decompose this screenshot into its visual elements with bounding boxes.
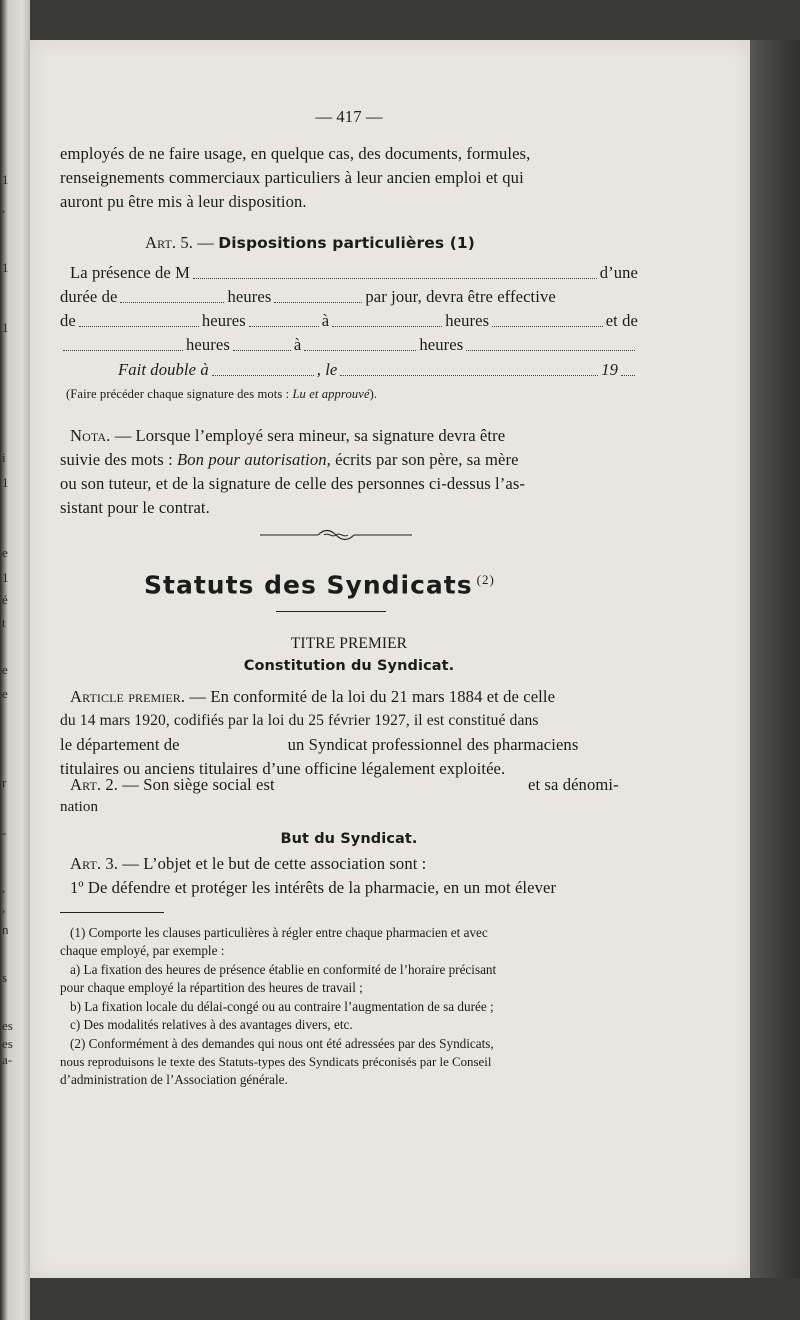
article-5-heading bbox=[145, 232, 645, 254]
article-label: Art. 2. bbox=[70, 775, 119, 794]
but-heading: But du Syndicat. bbox=[280, 831, 418, 847]
body-line: 1º De défendre et protéger les intérêts de la pharmacie, en un mot élever bbox=[70, 878, 557, 897]
body-line: renseignements commerciaux particuliers à leur ancien emploi et qui bbox=[60, 168, 524, 187]
signature-note: (Faire précéder chaque signature des mots : Lu et approuvé). bbox=[66, 387, 378, 401]
footnote-line: d’administration de l’Association générale. bbox=[60, 1072, 288, 1087]
form-line: La présence de M d’une bbox=[70, 263, 638, 282]
article-premier: Article premier. — En conformité de la loi du 21 mars 1884 et de celle bbox=[70, 687, 556, 706]
body-line: le département de un Syndicat professionnel des pharmaciens bbox=[60, 735, 579, 754]
margin-fragment: n bbox=[2, 922, 9, 937]
article-label: Article premier. bbox=[70, 687, 186, 706]
nota-label: Nota. bbox=[70, 426, 111, 445]
footnote-line: (1) Comporte les clauses particulières à régler entre chaque pharmacien et avec bbox=[70, 925, 488, 940]
nota-paragraph: Nota. — Lorsque l’employé sera mineur, sa signature devra être bbox=[70, 426, 506, 445]
constitution-heading: Constitution du Syndicat. bbox=[243, 658, 455, 674]
body-line: du 14 mars 1920, codifiés par la loi du 25 février 1927, il est constitué dans bbox=[60, 712, 539, 729]
footnote-separator bbox=[60, 912, 164, 913]
margin-fragment: , bbox=[2, 900, 6, 915]
margin-fragment: 1 bbox=[2, 320, 9, 335]
margin-fragment: - bbox=[2, 825, 7, 840]
scan-background bbox=[750, 40, 800, 1278]
margin-fragment: e bbox=[2, 686, 8, 701]
form-line: durée de heures par jour, devra être effective bbox=[60, 287, 556, 306]
margin-fragment: e bbox=[2, 662, 8, 677]
footnote-line: pour chaque employé la répartition des heures de travail ; bbox=[60, 980, 363, 995]
body-line: auront pu être mis à leur disposition. bbox=[60, 192, 307, 211]
article-2: Art. 2. — Son siège social est et sa dénomi- bbox=[70, 775, 619, 794]
document-page bbox=[30, 40, 750, 1278]
margin-fragment: a- bbox=[2, 1052, 13, 1067]
margin-fragment: é bbox=[2, 592, 8, 607]
footnote-line: b) La fixation locale du délai-congé ou au contraire l’augmentation de sa durée ; bbox=[70, 999, 494, 1014]
margin-fragment: es bbox=[2, 1018, 13, 1033]
titre-heading: TITRE PREMIER bbox=[290, 635, 408, 652]
article-title: Dispositions particulières (1) bbox=[218, 234, 475, 252]
body-line: suivie des mots : Bon pour autorisation, écrits par son père, sa mère bbox=[60, 450, 519, 469]
article-3: Art. 3. — L’objet et le but de cette association sont : bbox=[70, 854, 427, 873]
form-line: de heures à heures et de bbox=[60, 311, 638, 330]
margin-fragment: 1 bbox=[2, 172, 9, 187]
margin-fragment: , bbox=[2, 200, 6, 215]
margin-fragment: i bbox=[2, 450, 6, 465]
footnote-line: nous reproduisons le texte des Statuts-types des Syndicats préconisés par le Conseil bbox=[60, 1055, 492, 1069]
article-label: Art. 3. bbox=[70, 854, 119, 873]
form-line: heures à heures bbox=[60, 334, 638, 356]
footnote-line: c) Des modalités relatives à des avantages divers, etc. bbox=[70, 1017, 353, 1032]
margin-fragment: r bbox=[2, 775, 7, 790]
section-title: Statuts des Syndicats $^{(2)}$ bbox=[144, 570, 495, 600]
previous-page-edge bbox=[0, 0, 30, 1320]
margin-fragment: 1 bbox=[2, 570, 9, 585]
body-line: titulaires ou anciens titulaires d’une officine légalement exploitée. bbox=[60, 759, 506, 778]
ornament-divider bbox=[258, 528, 414, 542]
margin-fragment: e bbox=[2, 545, 8, 560]
article-label: Art. 5. — bbox=[145, 233, 214, 252]
footnote-line: chaque employé, par exemple : bbox=[60, 943, 225, 958]
footnote-line: (2) Conformément à des demandes qui nous ont été adressées par des Syndicats, bbox=[70, 1036, 494, 1051]
body-line: nation bbox=[60, 799, 99, 815]
margin-fragment: 1 bbox=[2, 260, 9, 275]
margin-fragment: s bbox=[2, 970, 8, 985]
footnote-line: a) La fixation des heures de présence établie en conformité de l’horaire précisant bbox=[70, 962, 497, 977]
footnote-ref: (2) bbox=[476, 572, 495, 587]
body-line: ou son tuteur, et de la signature de celle des personnes ci-dessus l’as- bbox=[60, 474, 526, 493]
page-number: — 417 — bbox=[315, 107, 383, 126]
margin-fragment: , bbox=[2, 880, 6, 895]
body-line: sistant pour le contrat. bbox=[60, 498, 210, 517]
body-line: employés de ne faire usage, en quelque cas, des documents, formules, bbox=[60, 144, 531, 163]
margin-fragment: t bbox=[2, 615, 6, 630]
form-line: Fait double à , le 19 bbox=[118, 359, 638, 381]
title-underline bbox=[276, 611, 386, 612]
margin-fragment: 1 bbox=[2, 475, 9, 490]
margin-fragment: es bbox=[2, 1036, 13, 1051]
